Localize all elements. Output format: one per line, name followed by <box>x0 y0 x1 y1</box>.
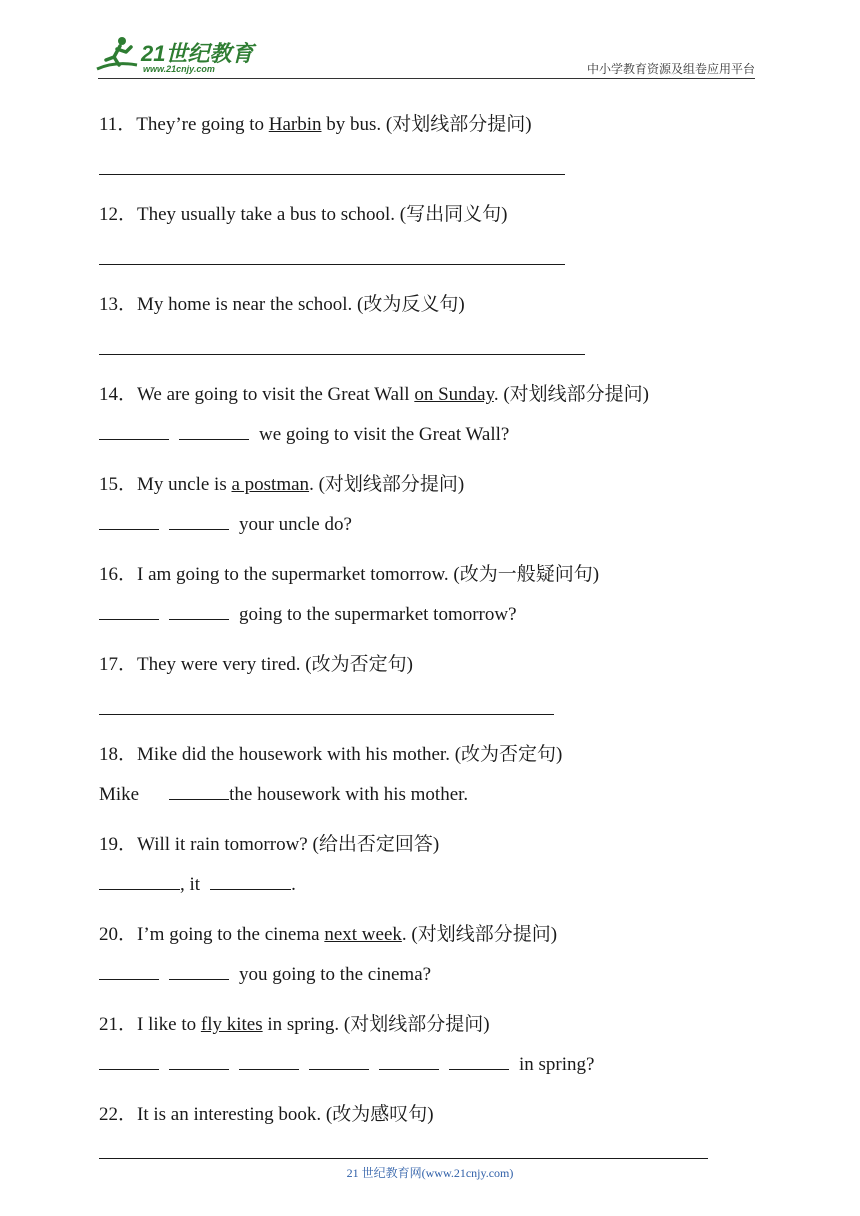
answer-row-20 <box>99 964 431 986</box>
answer-blank[interactable] <box>210 888 291 890</box>
question-number: 21． <box>99 1014 138 1035</box>
question-19 <box>99 829 439 856</box>
underlined-text: a postman <box>231 474 310 495</box>
underlined-text: fly kites <box>200 1014 263 1035</box>
question-text: It is an interesting book. (改为感叹句) <box>137 1104 434 1125</box>
question-21 <box>99 1009 490 1036</box>
answer-blank[interactable] <box>169 528 229 530</box>
answer-text: Mike <box>99 784 140 805</box>
page-header <box>0 0 860 80</box>
header-platform-text: 中小学教育资源及组卷应用平台 <box>586 62 755 76</box>
answer-text: your uncle do? <box>239 514 352 535</box>
question-text: My home is near the school. (改为反义句) <box>137 294 465 315</box>
question-12 <box>99 199 507 226</box>
question-number: 20． <box>99 924 138 945</box>
header-divider <box>98 78 755 79</box>
answer-text: the housework with his mother. <box>229 784 469 805</box>
question-17 <box>99 649 413 676</box>
answer-blank[interactable] <box>99 1068 159 1070</box>
question-number: 14． <box>99 384 138 405</box>
question-text: They usually take a bus to school. (写出同义句) <box>137 204 508 225</box>
question-instruction: . (对划线部分提问) <box>309 474 465 495</box>
answer-row-21 <box>99 1054 594 1076</box>
question-number: 13． <box>99 294 138 315</box>
underlined-text: next week <box>324 924 402 945</box>
answer-line[interactable] <box>99 264 565 265</box>
answer-blank[interactable] <box>309 1068 369 1070</box>
question-text: Will it rain tomorrow? (给出否定回答) <box>137 834 440 855</box>
question-18 <box>99 739 562 766</box>
answer-text: going to the supermarket tomorrow? <box>239 604 517 625</box>
question-text: My uncle is <box>137 474 232 495</box>
underlined-text: Harbin <box>268 114 322 135</box>
question-number: 19． <box>99 834 138 855</box>
question-16 <box>99 559 599 586</box>
question-number: 16． <box>99 564 138 585</box>
question-text: I like to <box>137 1014 201 1035</box>
answer-blank[interactable] <box>449 1068 509 1070</box>
answer-blank[interactable] <box>169 798 229 800</box>
answer-blank[interactable] <box>239 1068 299 1070</box>
answer-blank[interactable] <box>99 528 159 530</box>
question-text: They’re going to <box>136 114 269 135</box>
answer-text: we going to visit the Great Wall? <box>259 424 510 445</box>
question-22 <box>99 1099 434 1126</box>
answer-blank[interactable] <box>169 978 229 980</box>
question-text: Mike did the housework with his mother. (改为否定句) <box>137 744 563 765</box>
answer-blank[interactable] <box>99 438 169 440</box>
question-instruction: . (对划线部分提问) <box>401 924 558 945</box>
answer-line[interactable] <box>99 354 585 355</box>
question-number: 18． <box>99 744 138 765</box>
answer-line[interactable] <box>99 1158 708 1159</box>
logo-url: www.21cnjy.com <box>143 64 215 74</box>
answer-blank[interactable] <box>99 888 180 890</box>
page-footer: 21 世纪教育网(www.21cnjy.com) <box>346 1166 514 1180</box>
question-13 <box>99 289 465 316</box>
answer-blank[interactable] <box>169 1068 229 1070</box>
question-14 <box>99 379 649 406</box>
question-text: I’m going to the cinema <box>137 924 325 945</box>
logo-text: 21世纪教育 <box>141 41 254 66</box>
question-instruction: by bus. (对划线部分提问) <box>321 114 532 135</box>
question-number: 12． <box>99 204 138 225</box>
answer-text: you going to the cinema? <box>239 964 432 985</box>
question-text: They were very tired. (改为否定句) <box>137 654 413 675</box>
question-number: 22． <box>99 1104 138 1125</box>
answer-row-15 <box>99 514 352 536</box>
question-number: 11． <box>99 114 137 135</box>
question-11 <box>99 109 532 136</box>
answer-blank[interactable] <box>99 618 159 620</box>
answer-row-19 <box>99 874 296 896</box>
question-number: 17． <box>99 654 138 675</box>
underlined-text: on Sunday <box>414 384 494 405</box>
answer-row-18 <box>99 784 468 806</box>
question-instruction: in spring. (对划线部分提问) <box>262 1014 490 1035</box>
question-15 <box>99 469 464 496</box>
answer-line[interactable] <box>99 714 554 715</box>
question-instruction: . (对划线部分提问) <box>493 384 649 405</box>
question-text: I am going to the supermarket tomorrow. (改为一般疑问句) <box>137 564 600 585</box>
answer-text: , it <box>180 874 201 895</box>
question-number: 15． <box>99 474 138 495</box>
answer-blank[interactable] <box>99 978 159 980</box>
answer-text: in spring? <box>519 1054 595 1075</box>
answer-row-14 <box>99 424 509 446</box>
question-text: We are going to visit the Great Wall <box>137 384 415 405</box>
answer-blank[interactable] <box>179 438 249 440</box>
site-logo <box>95 35 265 77</box>
runner-logo-icon <box>95 35 139 75</box>
answer-blank[interactable] <box>169 618 229 620</box>
answer-blank[interactable] <box>379 1068 439 1070</box>
answer-line[interactable] <box>99 174 565 175</box>
answer-row-16 <box>99 604 517 626</box>
question-20 <box>99 919 557 946</box>
answer-text: . <box>291 874 296 895</box>
